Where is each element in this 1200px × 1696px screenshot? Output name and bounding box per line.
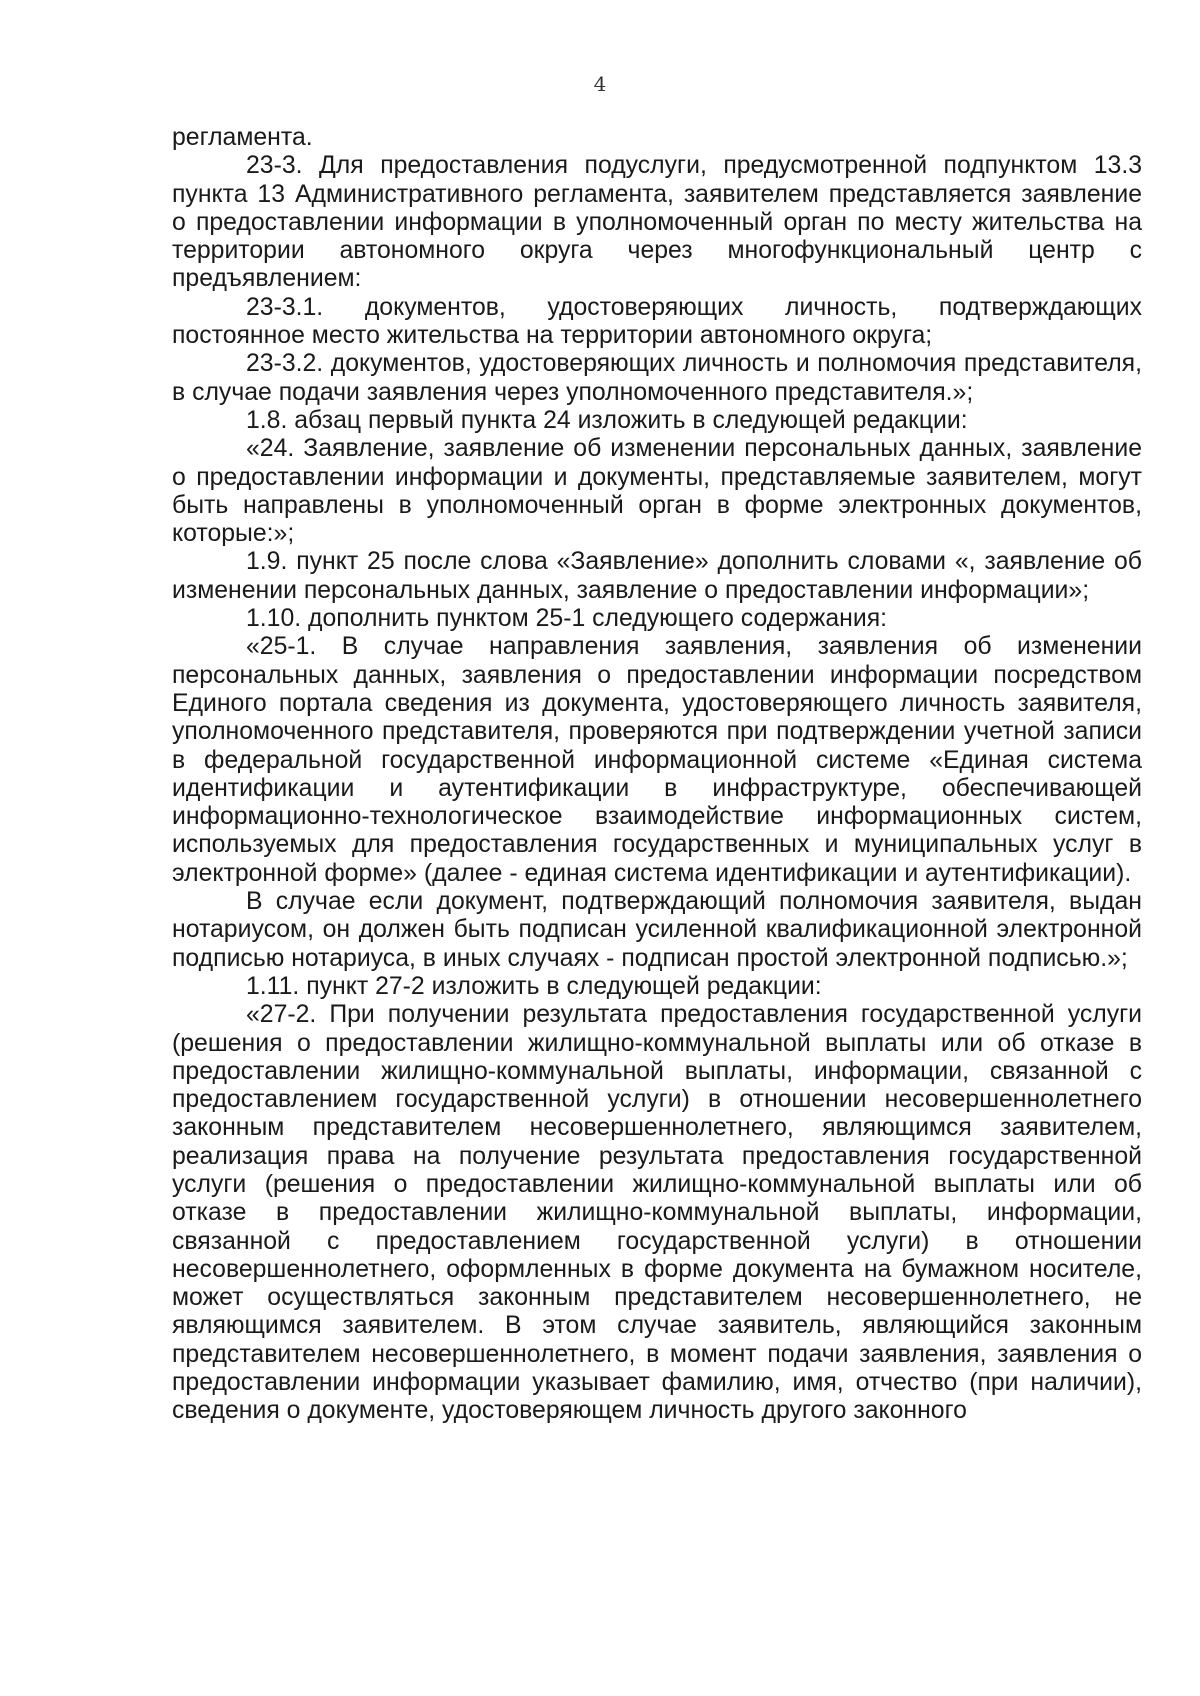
paragraph: «27-2. При получении результата предоставления государственной услуги (решения о предоставлении жилищно-коммунальной выплаты или об отказе в предоставлении жилищно-коммунальной выплаты, информации, связанной с предоставлением государственной услуги) в отношении несовершеннолетнего законным представителем несовершеннолетнего, являющимся заявителем, реализация права на получение результата предоставления государственной услуги (решения о предоставлении жилищно-коммунальной выплаты или об отказе в предоставлении жилищно-коммунальной выплаты, информации, связанной с предоставлением государственной услуги) в отношении несовершеннолетнего, оформленных в форме документа на бумажном носителе, может осуществляться законным представителем несовершеннолетнего, не являющимся заявителем. В этом случае заявитель, являющийся законным представителем несовершеннолетнего, в момент подачи заявления, заявления о предоставлении информации указывает фамилию, имя, отчество (при наличии), сведения о документе, удостоверяющем личность другого законного: [172, 1001, 1142, 1425]
paragraph: 23-3. Для предоставления подуслуги, предусмотренной подпунктом 13.3 пункта 13 Административного регламента, заявителем представляется заявление о предоставлении информации в уполномоченный орган по месту жительства на территории автономного округа через многофункциональный центр с предъявлением:: [172, 152, 1142, 293]
paragraph: «25-1. В случае направления заявления, заявления об изменении персональных данных, заявления о предоставлении информации посредством Единого портала сведения из документа, удостоверяющего личность заявителя, уполномоченного представителя, проверяются при подтверждении учетной записи в федеральной государственной информационной системе «Единая система идентификации и аутентификации в инфраструктуре, обеспечивающей информационно-технологическое взаимодействие информационных систем, используемых для предоставления государственных и муниципальных услуг в электронной форме» (далее - единая система идентификации и аутентификации).: [172, 633, 1142, 887]
document-body: [172, 124, 1142, 1426]
paragraph: регламента.: [172, 124, 313, 151]
paragraph: 1.10. дополнить пунктом 25-1 следующего содержания:: [246, 605, 888, 633]
paragraph: 23-3.2. документов, удостоверяющих личность и полномочия представителя, в случае подачи заявления через уполномоченного представителя.»;: [172, 350, 1142, 406]
paragraph: 1.11. пункт 27-2 изложить в следующей редакции:: [246, 972, 822, 1000]
paragraph: 23-3.1. документов, удостоверяющих личность, подтверждающих постоянное место жительства на территории автономного округа;: [172, 293, 1142, 350]
paragraph: 1.9. пункт 25 после слова «Заявление» дополнить словами «, заявление об изменении персональных данных, заявление о предоставлении информации»;: [172, 548, 1142, 604]
page-number: 4: [593, 72, 607, 96]
paragraph: В случае если документ, подтверждающий полномочия заявителя, выдан нотариусом, он должен быть подписан усиленной квалификационной электронной подписью нотариуса, в иных случаях - подписан простой электронной подписью.»;: [172, 888, 1142, 972]
paragraph: «24. Заявление, заявление об изменении персональных данных, заявление о предоставлении информации и документы, представляемые заявителем, могут быть направлены в уполномоченный орган в форме электронных документов, которые:»;: [172, 435, 1142, 548]
paragraph: 1.8. абзац первый пункта 24 изложить в следующей редакции:: [246, 406, 968, 434]
